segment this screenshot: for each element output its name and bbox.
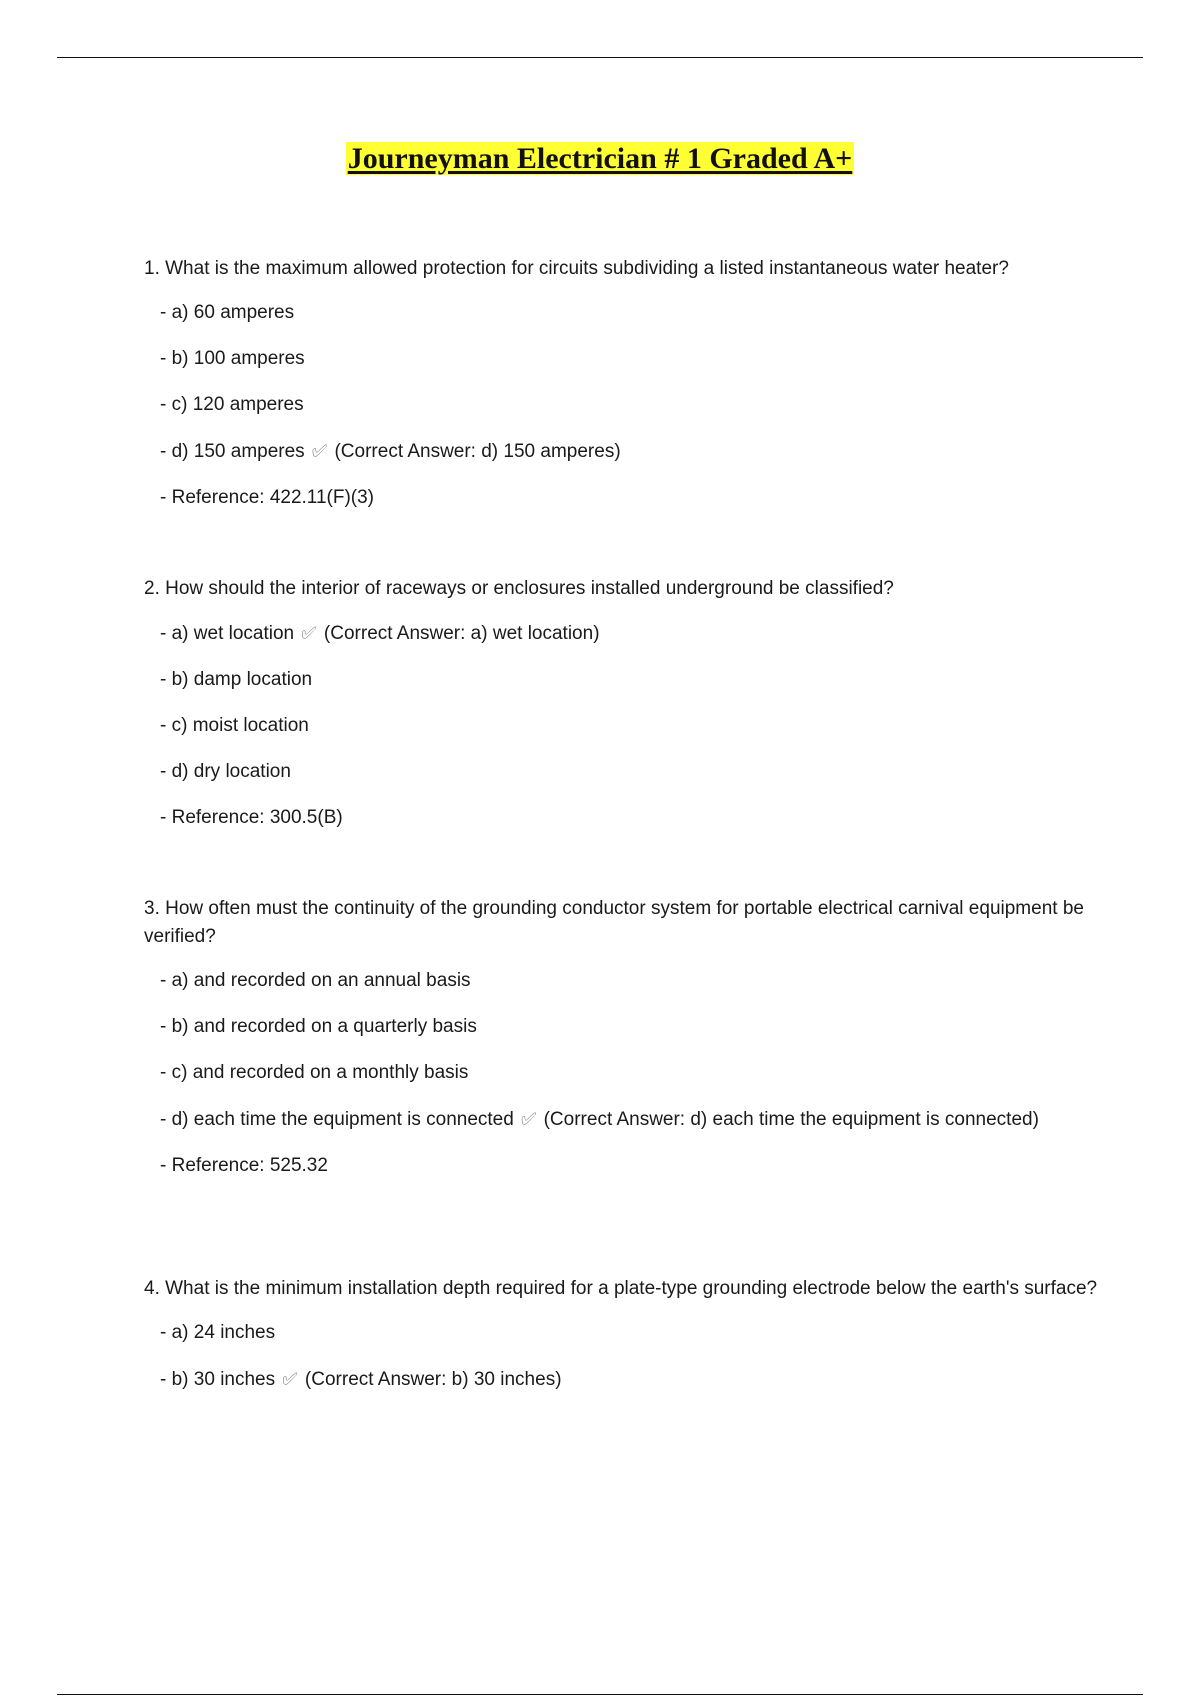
correct-answer-note: (Correct Answer: d) each time the equipment is connected): [543, 1109, 1039, 1130]
title-container: [0, 142, 1200, 176]
option-b: [144, 1365, 1104, 1394]
question-3: [144, 895, 1104, 1198]
question-text: 1. What is the maximum allowed protection for circuits subdividing a listed instantaneous water heater?: [144, 258, 1009, 279]
reference: - Reference: 525.32: [160, 1155, 328, 1176]
correct-answer-note: (Correct Answer: a) wet location): [323, 623, 600, 644]
option-d: [144, 1105, 1104, 1134]
option-d: [144, 437, 1104, 466]
checkmark-icon: ✅︎: [301, 623, 317, 643]
option-c: - c) moist location: [160, 715, 309, 736]
top-rule: [57, 57, 1143, 58]
checkmark-icon: ✅︎: [521, 1109, 537, 1129]
checkmark-icon: ✅︎: [282, 1369, 298, 1389]
question-1: [144, 255, 1104, 530]
option-a: - a) 24 inches: [160, 1322, 276, 1343]
option-a: - a) 60 amperes: [160, 302, 295, 323]
option-text: - d) each time the equipment is connected: [160, 1109, 514, 1130]
option-text: - d) 150 amperes: [160, 441, 305, 462]
option-d: - d) dry location: [160, 761, 291, 782]
checkmark-icon: ✅︎: [311, 441, 328, 461]
option-b: - b) 100 amperes: [160, 348, 305, 369]
question-text: 3. How often must the continuity of the grounding conductor system for portable electrical carnival equipment be verified?: [144, 898, 1084, 947]
correct-answer-note: (Correct Answer: d) 150 amperes): [334, 441, 621, 462]
question-text: 4. What is the minimum installation depth required for a plate-type grounding electrode below the earth's surface?: [144, 1278, 1098, 1299]
correct-answer-note: (Correct Answer: b) 30 inches): [304, 1369, 562, 1390]
option-a: [144, 619, 1104, 648]
option-c: - c) 120 amperes: [160, 394, 304, 415]
option-b: - b) damp location: [160, 669, 313, 690]
page-title: Journeyman Electrician # 1 Graded A+: [347, 142, 853, 175]
option-a: - a) and recorded on an annual basis: [160, 970, 471, 991]
option-text: - a) wet location: [160, 623, 295, 644]
question-4: [144, 1275, 1104, 1412]
reference: - Reference: 422.11(F)(3): [160, 487, 375, 508]
reference: - Reference: 300.5(B): [160, 807, 343, 828]
bottom-rule: [57, 1694, 1143, 1695]
option-c: - c) and recorded on a monthly basis: [160, 1062, 469, 1083]
option-b: - b) and recorded on a quarterly basis: [160, 1016, 477, 1037]
question-2: [144, 575, 1104, 850]
option-text: - b) 30 inches: [160, 1369, 276, 1390]
question-text: 2. How should the interior of raceways or enclosures installed underground be classified?: [144, 578, 894, 599]
